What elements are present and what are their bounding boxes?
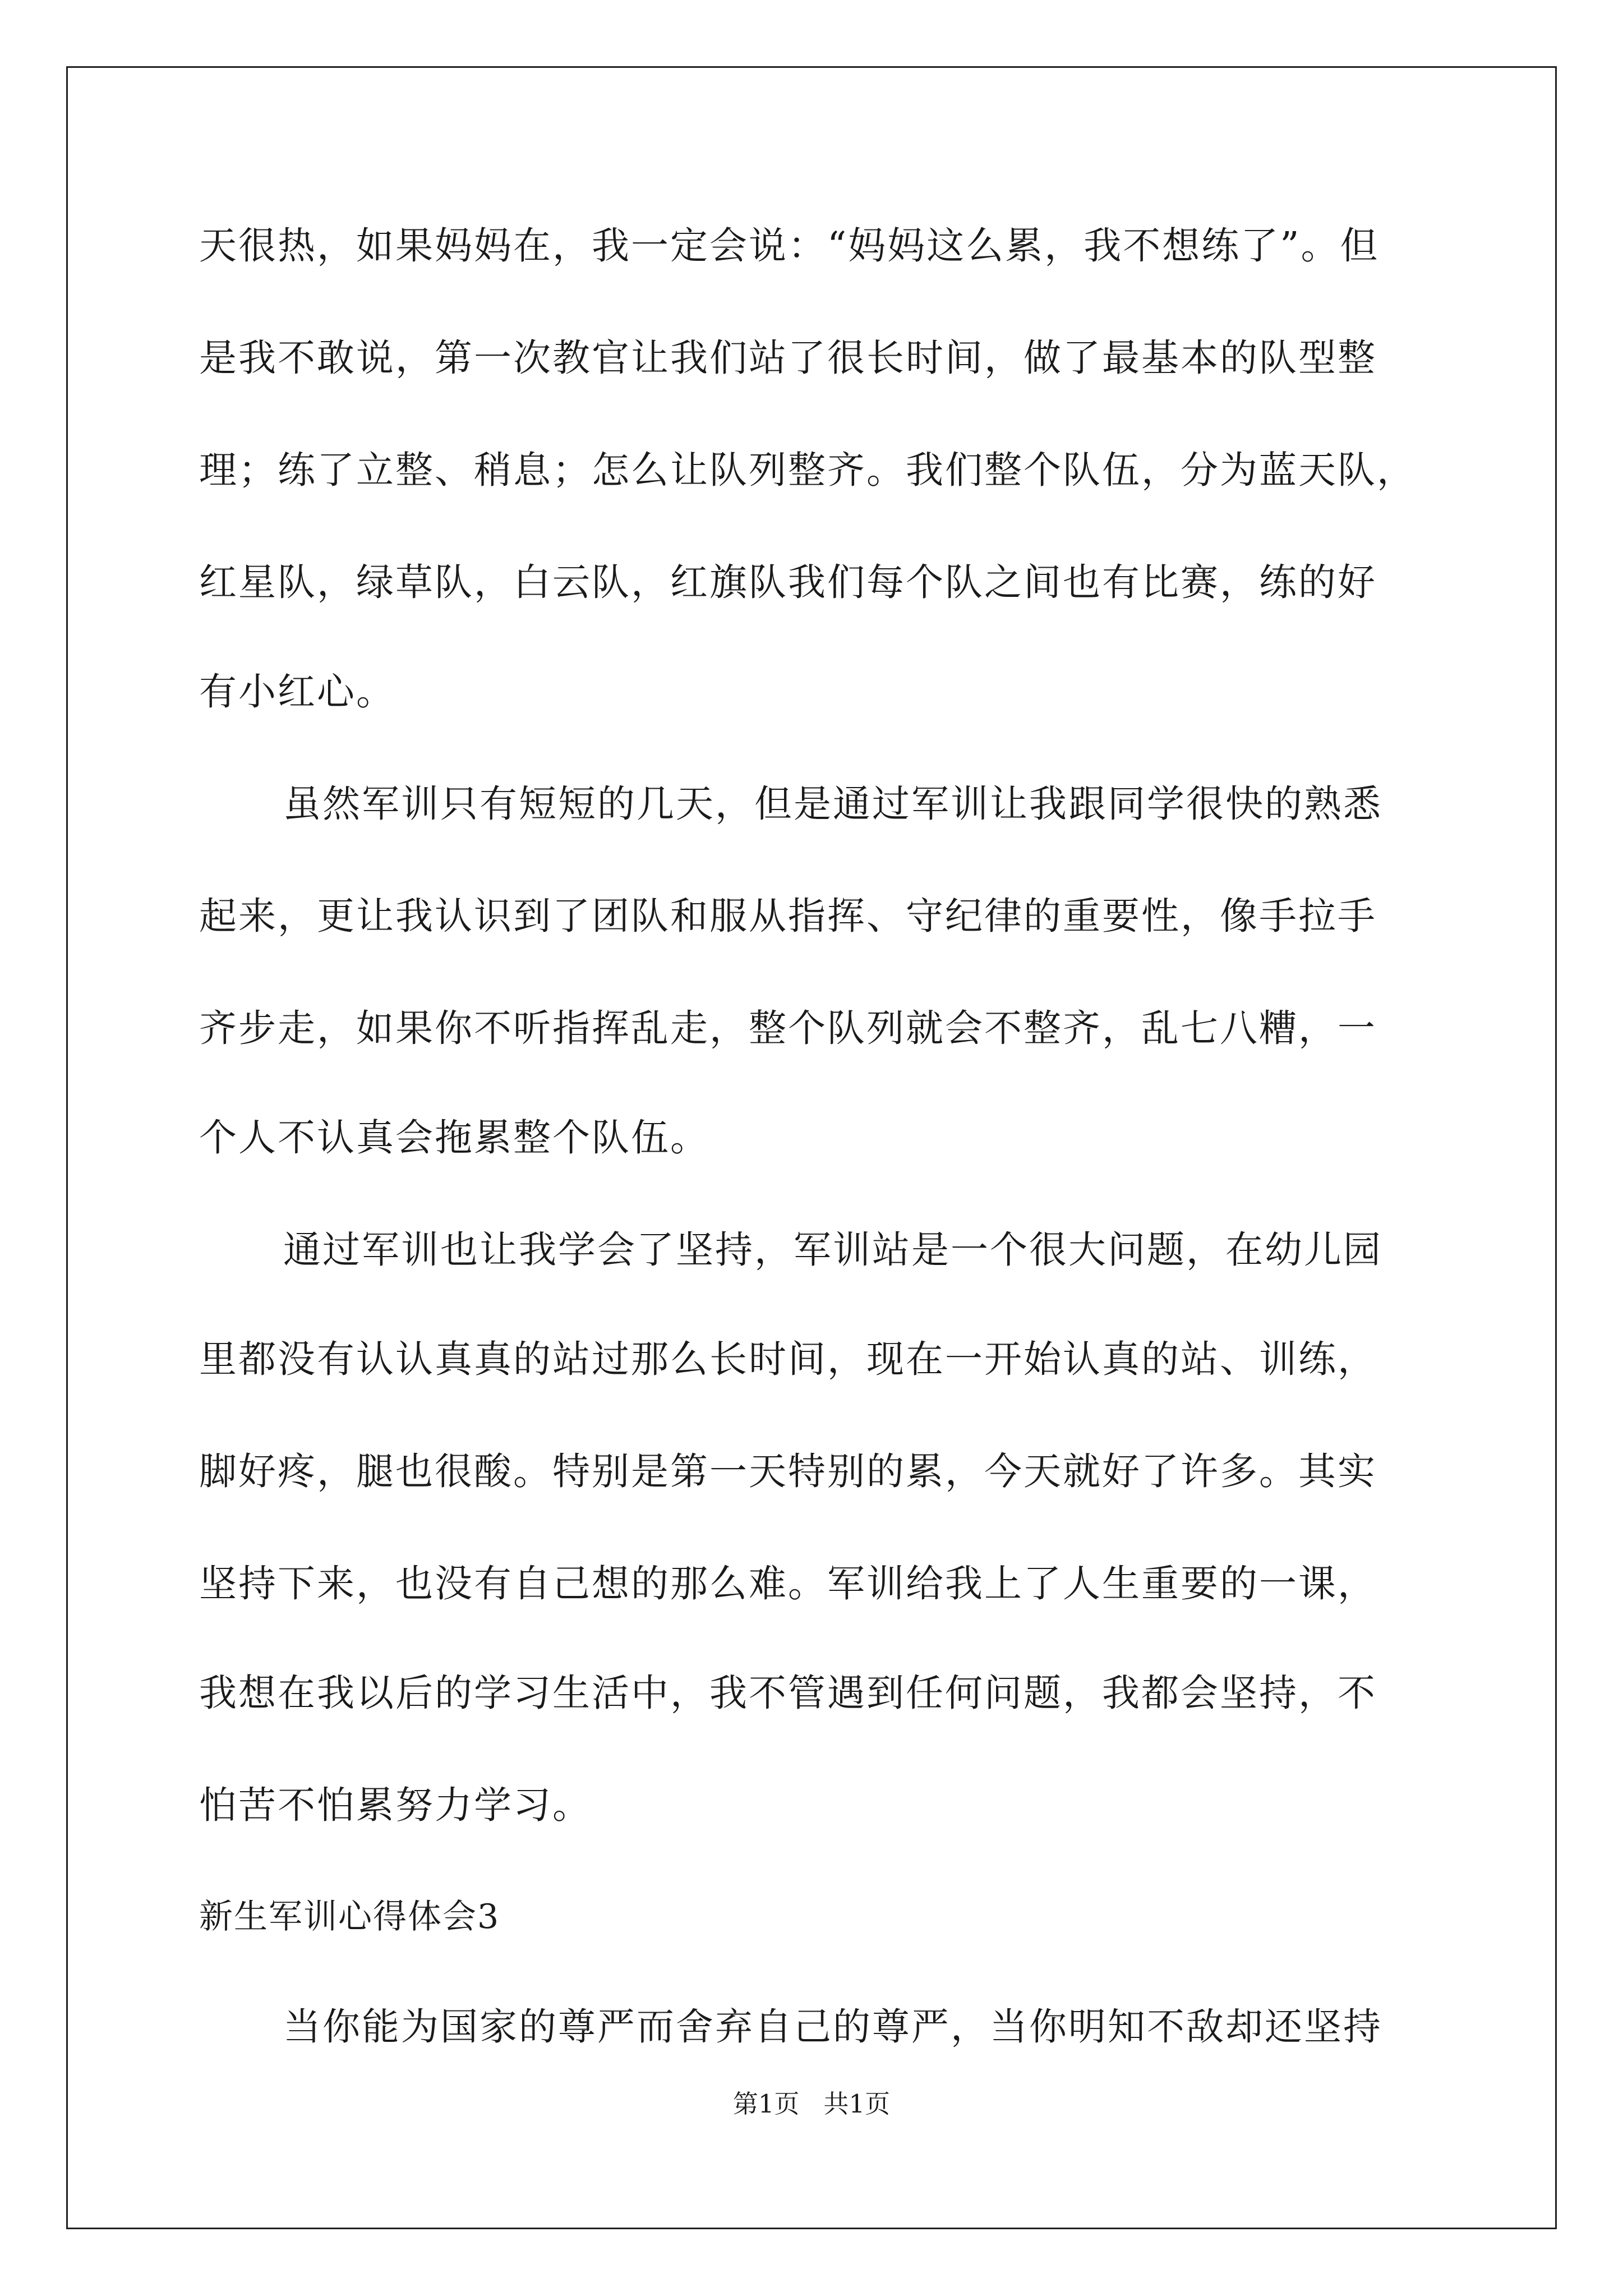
paragraph-first-line: 虽然军训只有短短的几天，但是通过军训让我跟同学很快的熟悉: [283, 782, 1382, 826]
body-text-line: 理；练了立整、稍息；怎么让队列整齐。我们整个队伍，分为蓝天队，: [199, 448, 1416, 492]
body-text-line: 红星队，绿草队，白云队，红旗队我们每个队之间也有比赛，练的好: [199, 560, 1377, 604]
body-text-line: 齐步走，如果你不听指挥乱走，整个队列就会不整齐，乱七八糟，一: [199, 1006, 1377, 1050]
section-heading: 新生军训心得体会3: [199, 1897, 500, 1936]
body-text-line: 有小红心。: [199, 670, 395, 714]
paragraph-first-line: 当你能为国家的尊严而舍弃自己的尊严，当你明知不敌却还坚持: [283, 2005, 1382, 2049]
body-text-line: 个人不认真会拖累整个队伍。: [199, 1116, 709, 1159]
body-text-line: 坚持下来，也没有自己想的那么难。军训给我上了人生重要的一课，: [199, 1562, 1377, 1605]
body-text-line: 天很热，如果妈妈在，我一定会说：“妈妈这么累，我不想练了”。但: [199, 224, 1380, 268]
body-text-line: 起来，更让我认识到了团队和服从指挥、守纪律的重要性，像手拉手: [199, 894, 1377, 938]
body-text-line: 脚好疼，腿也很酸。特别是第一天特别的累，今天就好了许多。其实: [199, 1450, 1377, 1493]
body-text-line: 怕苦不怕累努力学习。: [199, 1783, 592, 1827]
body-text-line: 里都没有认认真真的站过那么长时间，现在一开始认真的站、训练，: [199, 1337, 1377, 1381]
body-text-line: 我想在我以后的学习生活中，我不管遇到任何问题，我都会坚持，不: [199, 1671, 1377, 1715]
page-footer: 第1页 共1页: [732, 2089, 891, 2119]
paragraph-first-line: 通过军训也让我学会了坚持，军训站是一个很大问题，在幼儿园: [283, 1228, 1382, 1272]
body-text-line: 是我不敢说，第一次教官让我们站了很长时间，做了最基本的队型整: [199, 336, 1377, 380]
